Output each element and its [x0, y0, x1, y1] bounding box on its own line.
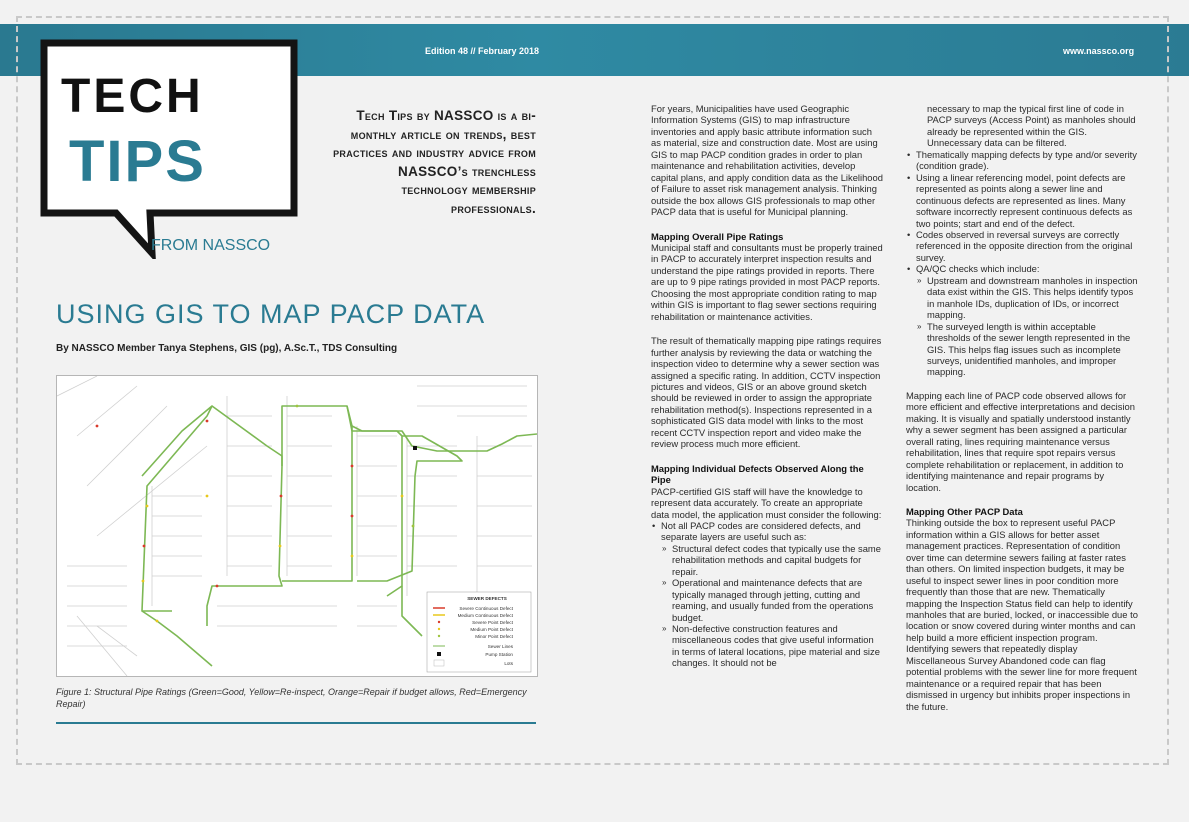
edition-label: Edition 48 // February 2018: [425, 46, 540, 56]
sub-list-1: [661, 543, 883, 669]
sub-bullet-operational: » Operational and maintenance defects that are typically managed through jetting, cutting and reaming, and usually funded from the operations budget.: [672, 577, 883, 623]
logo-tips-text: TIPS: [69, 129, 206, 194]
bullet-thematic-mapping: • Thematically mapping defects by type and/or severity (condition grade).: [916, 149, 1138, 172]
logo-tech-text: TECH: [61, 70, 204, 123]
bullet-qaqc: [916, 263, 1138, 378]
paragraph-mapping-codes: Mapping each line of PACP code observed allows for more efficient and effective interpretations and decision making. It is visually and spatially understood instantly why a sewer segment has been assigned a particular overall rating, lines requiring maintenance versus rehabilitation, lines that require spot repairs versus complete rehabilitation or replacement, in addition to identifying maintenance and repair programs by location.: [906, 389, 1135, 493]
gis-map: [57, 376, 537, 676]
bullet-reversal-surveys: • Codes observed in reversal surveys are correctly referenced in the opposite direction from the original survey.: [916, 229, 1138, 263]
sub-list-continued: [916, 103, 1138, 149]
caption-rule: [56, 722, 536, 724]
paragraph-training: Municipal staff and consultants must be properly trained in PACP to accurately interpret inspection results and understand the pipe ratings provided in reports. There are up to 9 pipe ratings provided in most PACP reports. Choosing the most appropriate condition rating to map within GIS is important to flag sewer sections requiring rehabilitation or maintenance activities.: [651, 241, 883, 322]
bullet-linear-referencing: • Using a linear referencing model, point defects are represented as points along a sewer line and continuous defects are represented as lines. Many software incorrectly represent continuous defects as two points; start and end of the defect.: [916, 172, 1138, 229]
legend-item-1: Severe Continuous Defect: [459, 606, 513, 611]
bullet-text: QA/QC checks which include:: [916, 263, 1040, 275]
bullet-list-1: [651, 520, 883, 669]
bullet-text: Not all PACP codes are considered defects, and separate layers are useful such as:: [661, 519, 861, 543]
sub-list-qaqc: [916, 275, 1138, 378]
gis-map-figure: [56, 375, 538, 677]
legend-lots: Lots: [504, 661, 513, 666]
website-label: www.nassco.org: [1063, 46, 1135, 56]
paragraph-intro: For years, Municipalities have used Geographic Information Systems (GIS) to map infrastructure inventories and apply basic attribute information such as material, size and construction date. Most are using GIS to map PACP condition grades in order to plan maintenance and rehabilitation activities, develop capital plans, and apply condition data as the Likelihood of Failure to asset risk management analysis. Thinking outside the box allows GIS professionals to map other PACP data that is useful for Municipal planning.: [651, 103, 883, 218]
paragraph-thematic: The result of thematically mapping pipe ratings requires further analysis by reviewing the data or watching the inspection video to determine why a sewer section was assigned a specific rating. In addition, CCTV inspection pictures and videos, GIS or an above ground sketch should be reviewed in order to assign the appropriate rehabilitation method(s). Inspections represented in a sophisticated GIS data model with links to the most recent CCTV inspection report and video make the review process much more efficient.: [651, 335, 882, 450]
paragraph-certified: PACP-certified GIS staff will have the knowledge to represent data accurately. To create an appropriate data model, the application must consider the following:: [651, 485, 882, 520]
sub-bullet-continued: necessary to map the typical first line of code in PACP surveys (Access Point) as manholes should already be represented within the GIS. Unnecessary data can be filtered.: [927, 103, 1136, 149]
sub-bullet-manholes: » Upstream and downstream manholes in inspection data exist within the GIS. This helps identify typos in manhole IDs, duplication of IDs, or incorrect mapping.: [927, 275, 1138, 321]
legend-sewer-lines: Sewer Lines: [487, 644, 513, 649]
bullet-defects: [661, 520, 883, 669]
figure-caption: Figure 1: Structural Pipe Ratings (Green=Good, Yellow=Re-inspect, Orange=Repair if budget allows, Red=Emergency Repair): [56, 687, 527, 709]
sub-bullet-length: » The surveyed length is within acceptable thresholds of the sewer length represented in the GIS. This helps flag issues such as incomplete surveys, unidentified manholes, and improper mapping.: [927, 321, 1138, 378]
legend-item-4: Medium Point Defect: [470, 627, 513, 632]
article-title: USING GIS TO MAP PACP DATA: [56, 299, 486, 329]
map-legend: [427, 592, 531, 672]
sub-bullet-construction: » Non-defective construction features and miscellaneous codes that give useful information in terms of lateral locations, pipe material and size changes. It should not be: [672, 623, 883, 669]
intro-blurb: Tech Tips by NASSCO is a bi-monthly article on trends, best practices and industry advice from NASSCO’s trenchless technology membership professionals.: [333, 108, 536, 216]
article-byline: By NASSCO Member Tanya Stephens, GIS (pg), A.Sc.T., TDS Consulting: [56, 343, 398, 354]
continued-item: [916, 103, 1138, 149]
article-column-1: [651, 103, 883, 675]
sub-bullet-structural: » Structural defect codes that typically use the same rehabilitation methods and capital budgets for repair.: [672, 543, 883, 577]
heading-individual-defects: Mapping Individual Defects Observed Along the Pipe: [651, 462, 864, 486]
bullet-list-2: [906, 103, 1138, 378]
heading-other-data: Mapping Other PACP Data: [906, 505, 1023, 517]
legend-pump-station: Pump Station: [485, 652, 513, 657]
article-column-2: [906, 103, 1138, 725]
pump-station-marker: [413, 446, 417, 450]
legend-title: SEWER DEFECTS: [467, 596, 507, 601]
legend-item-3: Severe Point Defect: [472, 620, 513, 625]
paragraph-other-data: Thinking outside the box to represent useful PACP information within a GIS allows for better asset management practices. Representation of condition over time can determine sewers failing at faster rates than others. On limited inspection budgets, it may be useful to inspect sewer lines in poor condition more frequently than those that are new. Thematically mapping the Inspection Status field can help to identify manholes that are buried, locked, or inaccessible due to location or snow covered during winter months and can help build a more efficient inspection program. Identifying sewers that repeatedly display Miscellaneous Survey Abandoned code can flag potential problems with the sewer line for more frequent maintenance or a required repair that has been dismissed in urgency but inhibits proper inspections in the future.: [906, 517, 1138, 712]
heading-overall-ratings: Mapping Overall Pipe Ratings: [651, 230, 784, 242]
legend-item-2: Medium Continuous Defect: [457, 613, 513, 618]
legend-item-5: Minor Point Defect: [475, 634, 513, 639]
logo-from-text: FROM NASSCO: [151, 237, 271, 254]
